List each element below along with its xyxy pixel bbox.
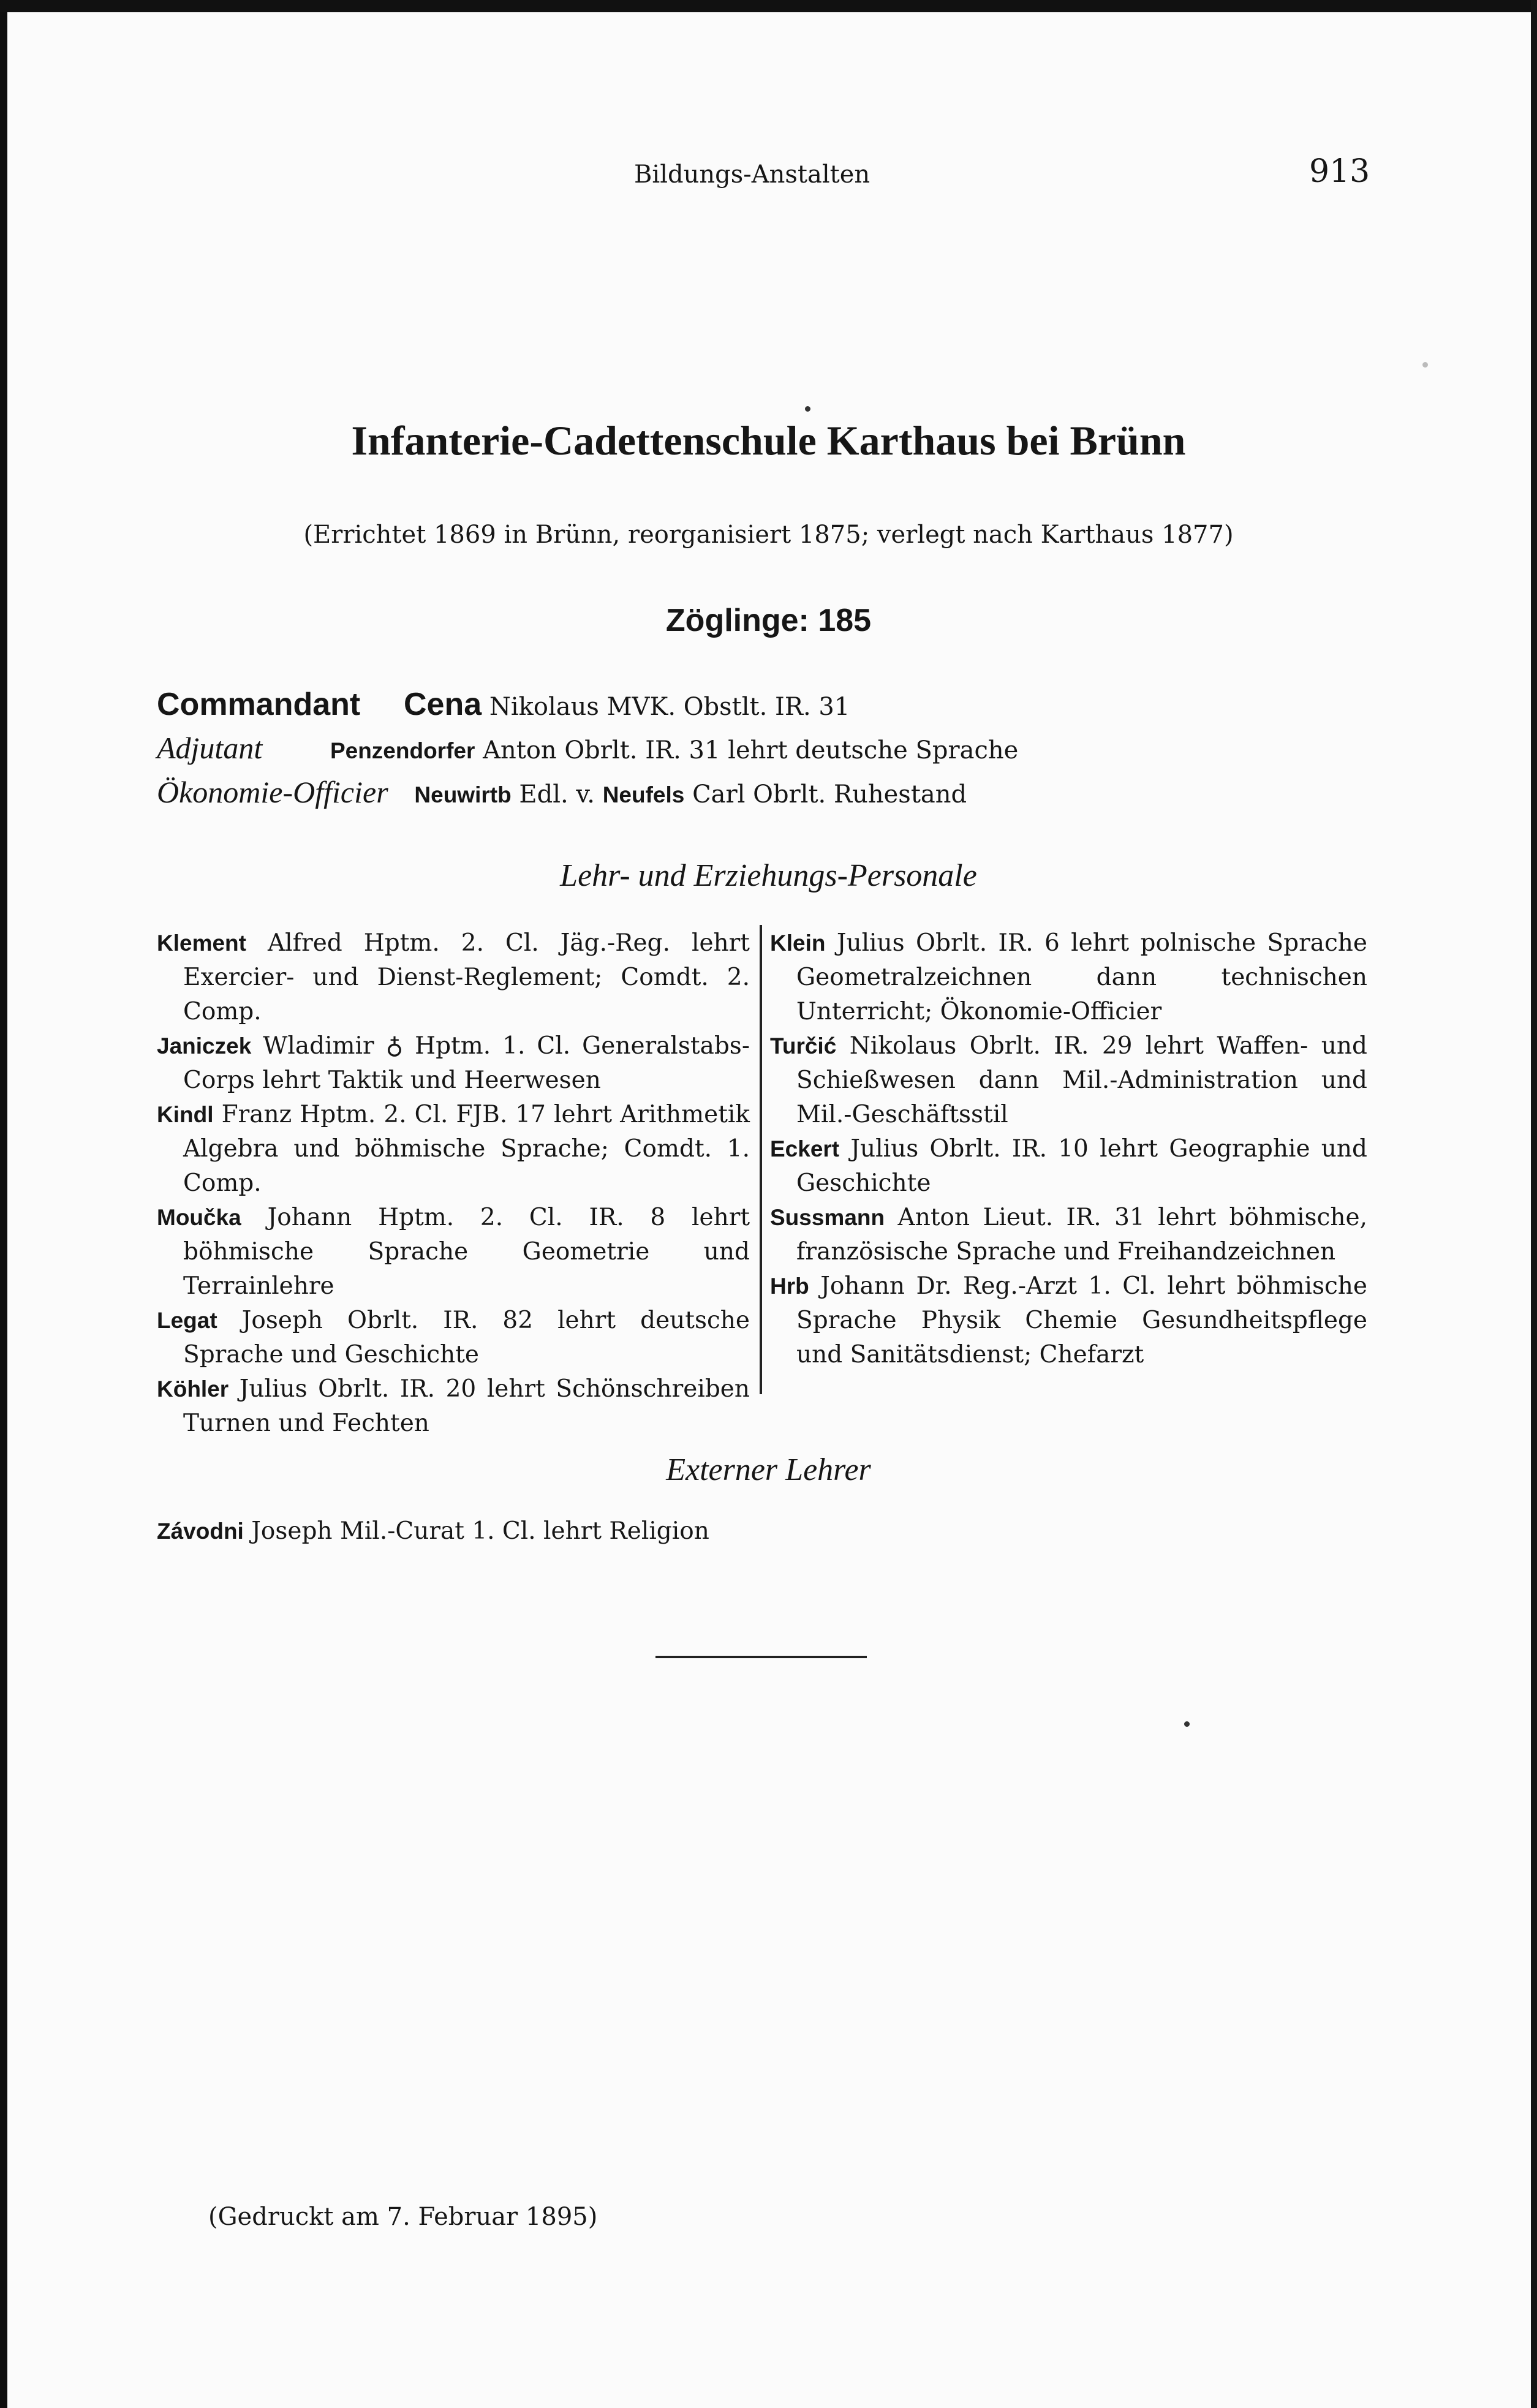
staff-role: Ökonomie-Officier <box>157 775 388 809</box>
teacher-details: Nikolaus Obrlt. IR. 29 lehrt Waffen- und Schießwesen dann Mil.-Administration und Mil.-Geschäftsstil <box>796 1032 1367 1128</box>
teacher-details: Joseph Mil.-Curat 1. Cl. lehrt Religion <box>251 1517 709 1545</box>
pupil-count: Zöglinge: 185 <box>665 603 872 638</box>
teacher-details: Johann Dr. Reg.-Arzt 1. Cl. lehrt böhmische Sprache Physik Chemie Gesundheitspflege und Sanitätsdienst; Chefarzt <box>796 1272 1367 1368</box>
list-item <box>770 1029 1367 1132</box>
teachers-column-left <box>157 926 750 1441</box>
teacher-details: Franz Hptm. 2. Cl. FJB. 17 lehrt Arithmetik Algebra und böhmische Sprache; Comdt. 1. Comp. <box>183 1101 750 1197</box>
teacher-details: Julius Obrlt. IR. 20 lehrt Schönschreiben Turnen und Fechten <box>183 1375 750 1437</box>
scan-edge-top <box>0 0 1537 12</box>
staff-commandant <box>157 686 850 723</box>
staff-details-prefix: Edl. v. <box>519 780 595 809</box>
list-item <box>157 1372 750 1441</box>
staff-surname: Penzendorfer <box>330 738 475 763</box>
list-item <box>770 926 1367 1029</box>
staff-adjutant <box>157 730 1018 766</box>
teacher-details: Anton Lieut. IR. 31 lehrt böhmische, französische Sprache und Freihandzeichnen <box>796 1204 1367 1266</box>
external-teacher-entry <box>157 1517 709 1545</box>
teacher-details: Julius Obrlt. IR. 6 lehrt polnische Sprache Geometralzeichnen dann technischen Unterricht; Ökonomie-Officier <box>796 929 1368 1025</box>
teacher-surname: Závodni <box>157 1519 244 1544</box>
teacher-surname: Moučka <box>157 1205 241 1230</box>
founding-note: (Errichtet 1869 in Brünn, reorganisiert 1875; verlegt nach Karthaus 1877) <box>303 521 1234 549</box>
teacher-details: Johann Hptm. 2. Cl. IR. 8 lehrt böhmische Sprache Geometrie und Terrainlehre <box>183 1204 750 1300</box>
staff-surname: Cena <box>403 687 482 722</box>
teacher-surname: Klein <box>770 930 826 956</box>
teacher-surname: Eckert <box>770 1136 840 1161</box>
teacher-details: Alfred Hptm. 2. Cl. Jäg.-Reg. lehrt Exercier- und Dienst-Reglement; Comdt. 2. Comp. <box>183 929 750 1025</box>
teacher-surname: Janiczek <box>157 1033 252 1059</box>
page-title: Infanterie-Cadettenschule Karthaus bei Brünn <box>351 417 1186 464</box>
list-item <box>157 1304 750 1372</box>
list-item <box>770 1269 1367 1372</box>
teacher-surname: Legat <box>157 1308 217 1333</box>
section-heading-teaching-staff: Lehr- und Erziehungs-Personale <box>560 858 977 893</box>
list-item <box>157 1201 750 1304</box>
teacher-surname: Sussmann <box>770 1205 885 1230</box>
teachers-column-right <box>770 926 1367 1372</box>
running-header: Bildungs-Anstalten <box>634 160 870 189</box>
section-heading-external-teacher: Externer Lehrer <box>666 1452 871 1487</box>
list-item <box>157 926 750 1029</box>
footer-rule <box>655 1656 867 1658</box>
list-item <box>770 1132 1367 1201</box>
teacher-surname: Turčić <box>770 1033 837 1059</box>
print-date: (Gedruckt am 7. Februar 1895) <box>208 2203 598 2231</box>
teacher-surname: Hrb <box>770 1274 809 1299</box>
teacher-surname: Kindl <box>157 1102 214 1127</box>
teacher-details: Wladimir ♁ Hptm. 1. Cl. Generalstabs-Corps lehrt Taktik und Heerwesen <box>183 1032 750 1094</box>
list-item <box>157 1029 750 1098</box>
scan-edge-right <box>1531 0 1537 2408</box>
staff-surname: Neuwirtb <box>414 782 512 807</box>
list-item <box>770 1201 1367 1269</box>
teacher-surname: Köhler <box>157 1376 229 1402</box>
teacher-details: Julius Obrlt. IR. 10 lehrt Geographie und Geschichte <box>796 1135 1367 1197</box>
scan-speck <box>1184 1721 1190 1727</box>
staff-role: Adjutant <box>157 731 263 765</box>
column-divider <box>760 925 762 1394</box>
staff-details: Carl Obrlt. Ruhestand <box>692 780 967 809</box>
staff-role: Commandant <box>157 687 361 722</box>
teacher-details: Joseph Obrlt. IR. 82 lehrt deutsche Sprache und Geschichte <box>183 1307 750 1368</box>
scan-speck <box>805 406 810 412</box>
scan-edge-left <box>0 0 7 2408</box>
staff-economy-officer <box>157 774 967 810</box>
page-number: 913 <box>1309 153 1370 190</box>
staff-surname-second: Neufels <box>602 782 685 807</box>
list-item <box>157 1098 750 1201</box>
scan-speck <box>1422 362 1428 368</box>
staff-details: Nikolaus MVK. Obstlt. IR. 31 <box>489 693 850 721</box>
staff-details: Anton Obrlt. IR. 31 lehrt deutsche Sprache <box>483 736 1019 764</box>
teacher-surname: Klement <box>157 930 246 956</box>
